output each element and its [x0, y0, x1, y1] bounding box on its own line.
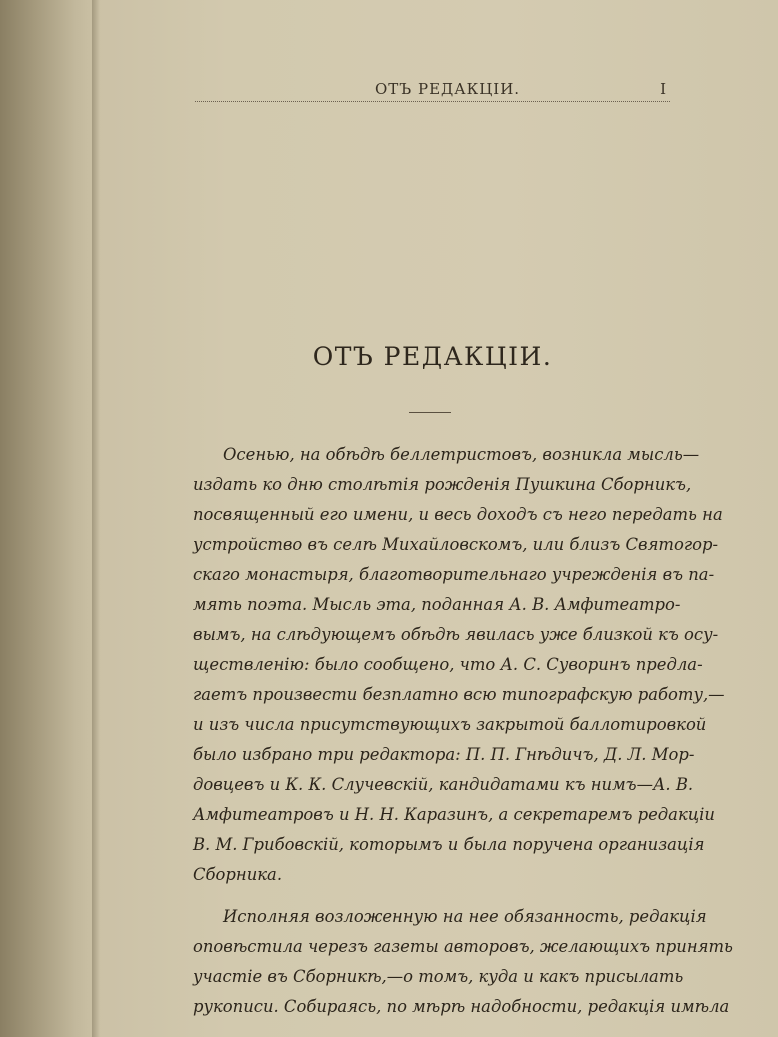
text-line: оповѣстила черезъ газеты авторовъ, желающихъ принять — [193, 937, 733, 956]
text-line: участіе въ Сборникѣ,—о томъ, куда и какъ присылать — [193, 967, 684, 986]
text-line: В. М. Грибовскій, которымъ и была поручена организація — [193, 835, 705, 854]
text-line: рукописи. Собираясь, по мѣрѣ надобности, редакція имѣла — [193, 997, 730, 1016]
running-head-rule — [195, 101, 670, 102]
paragraph-1 — [193, 440, 725, 890]
text-line: довцевъ и К. К. Случевскій, кандидатами къ нимъ—А. В. — [193, 775, 694, 794]
page-number: I — [660, 80, 666, 98]
page-fold-shadow — [92, 0, 100, 1037]
chapter-title: ОТЪ РЕДАКЦІИ. — [312, 342, 553, 371]
text-line: и изъ числа присутствующихъ закрытой баллотировкой — [193, 715, 707, 734]
running-head-title: ОТЪ РЕДАКЦІИ. — [375, 80, 521, 98]
text-line: издать ко дню столѣтія рожденія Пушкина Сборникъ, — [193, 475, 692, 494]
text-line: вымъ, на слѣдующемъ обѣдѣ явилась уже близкой къ осу- — [193, 625, 719, 644]
text-line: Исполняя возложенную на нее обязанность, редакція — [223, 907, 707, 926]
text-line: было избрано три редактора: П. П. Гнѣдичъ, Д. Л. Мор- — [193, 745, 695, 764]
text-line: гаетъ произвести безплатно всю типографскую работу,— — [193, 685, 725, 704]
body-text — [193, 440, 733, 1022]
text-line: скаго монастыря, благотворительнаго учрежденія въ па- — [193, 565, 715, 584]
text-line: ществленію: было сообщено, что А. С. Суворинъ предла- — [193, 655, 703, 674]
text-line: Осенью, на обѣдѣ беллетристовъ, возникла мысль— — [223, 445, 700, 464]
paragraph-gap — [193, 890, 668, 902]
title-rule — [409, 412, 451, 413]
text-line: устройство въ селѣ Михайловскомъ, или близъ Святогор- — [193, 535, 719, 554]
book-spine-shadow — [0, 0, 100, 1037]
running-head — [195, 80, 670, 102]
text-line: Сборника. — [193, 865, 283, 884]
text-line: мять поэта. Мысль эта, поданная А. В. Амфитеатро- — [193, 595, 681, 614]
text-line: посвященный его имени, и весь доходъ съ него передать на — [193, 505, 723, 524]
text-line: Амфитеатровъ и Н. Н. Каразинъ, а секретаремъ редакціи — [193, 805, 715, 824]
paragraph-2 — [193, 902, 733, 1022]
